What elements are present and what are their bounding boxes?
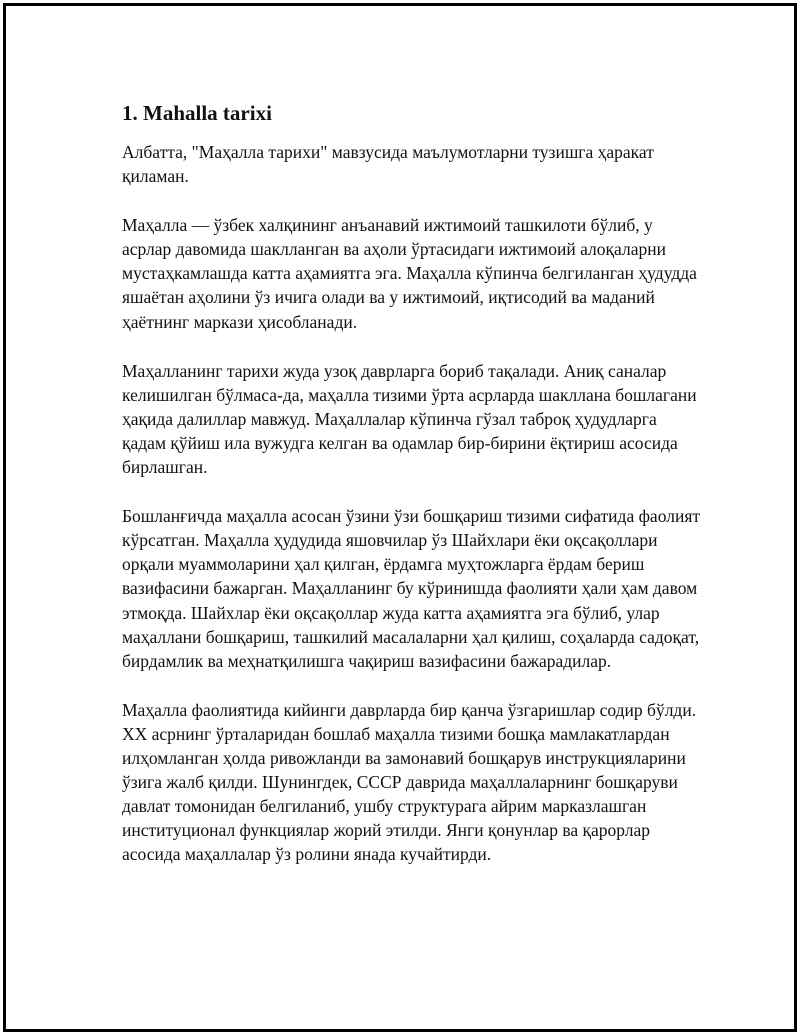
paragraph-history: Маҳалланинг тарихи жуда узоқ даврларга бориб тақалади. Аниқ саналар келишилган бўлмаса-да, маҳалла тизими ўрта асрларда шакллана бошлагани ҳақида далиллар мавжуд. Маҳаллалар кўпинча гўзал таброқ ҳудудларга қадам қўйиш ила вужудга келган ва одамлар бир-бирини ёқтириш асосида бирлашган. xyxy=(122,360,697,478)
document-body xyxy=(122,98,702,891)
paragraph-self-governance: Бошланғичда маҳалла асосан ўзини ўзи бошқариш тизими сифатида фаолият кўрсатган. Маҳалла ҳудудида яшовчилар ўз Шайхлари ёки оқсақоллари орқали муаммоларини ҳал қилган, ёрдамга муҳтожларга ёрдам бериш вазифасини бажарган. Маҳалланинг бу кўринишда фаолияти ҳали ҳам давом этмоқда. Шайхлар ёки оқсақоллар жуда катта аҳамиятга эга бўлиб, улар маҳаллани бошқариш, ташкилий масалаларни ҳал қилиш, соҳаларда садоқат, бирдамлик ва меҳнатқилишга чақириш вазифасини бажарадилар. xyxy=(122,506,701,671)
page-frame xyxy=(3,3,797,1032)
paragraph-changes: Маҳалла фаолиятида кийинги даврларда бир қанча ўзгаришлар содир бўлди. XX асрнинг ўрталаридан бошлаб маҳалла тизими бошқа мамлакатлардан илҳомланган ҳолда ривожланди ва замонавий бошқарув инструкцияларини ўзига жалб қилди. Шунингдек, СССР даврида маҳаллаларнинг бошқаруви давлат томонидан белгиланиб, ушбу структурага айрим марказлашган институционал функциялар жорий этилди. Янги қонунлар ва қарорлар асосида маҳаллалар ўз ролини янада кучайтирди. xyxy=(122,699,697,865)
paragraph-intro: Албатта, "Маҳалла тарихи" мавзусида маълумотларни тузишга ҳаракат қиламан. xyxy=(122,142,654,187)
section-heading: 1. Mahalla tarixi xyxy=(122,101,272,125)
paragraph-definition: Маҳалла — ўзбек халқининг анъанавий ижтимоий ташкилоти бўлиб, у асрлар давомида шаклланган ва аҳоли ўртасидаги ижтимоий алоқаларни мустаҳкамлашда катта аҳамиятга эга. Маҳалла кўпинча белгиланган ҳудудда яшаётан аҳолини ўз ичига олади ва у ижтимоий, иқтисодий ва маданий ҳаётнинг маркази ҳисобланади. xyxy=(122,215,697,332)
